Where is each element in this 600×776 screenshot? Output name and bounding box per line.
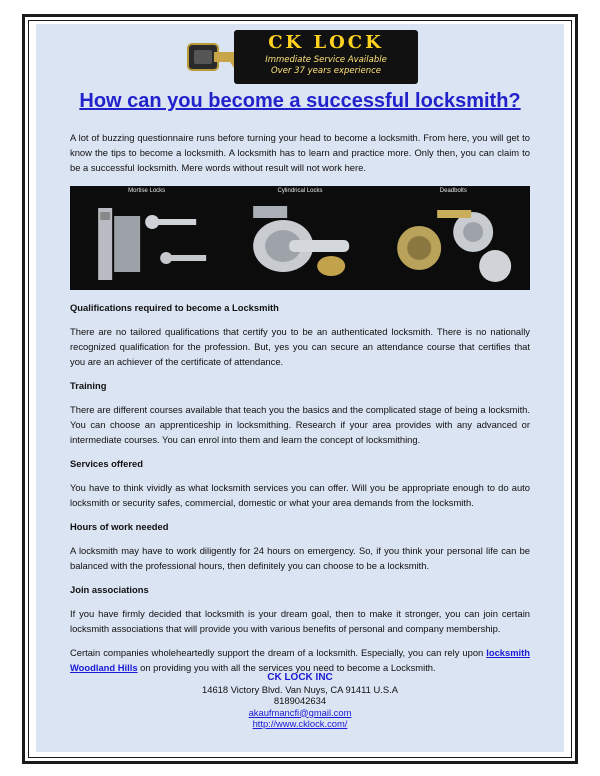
mortise-lock-image bbox=[70, 186, 223, 290]
logo-tagline-2: Over 37 years experience bbox=[270, 66, 382, 76]
locksmith-woodland-hills-link[interactable]: locksmith Woodland Hills bbox=[70, 647, 530, 673]
contact-footer bbox=[36, 672, 564, 730]
footer-email-link[interactable]: akaufmancfi@gmail.com bbox=[248, 706, 352, 718]
section-heading-hours: Hours of work needed bbox=[70, 521, 169, 532]
deadbolt-image bbox=[377, 186, 530, 290]
closing-text-before: Certain companies wholeheartedly support the dream of a locksmith. Especially, you can rely upon bbox=[70, 647, 487, 658]
section-body-associations: If you have firmly decided that locksmith is your dream goal, then to make it stronger, you can join certain locksmith associations that will provide you with various benefits of personal and company membership. bbox=[70, 608, 530, 634]
article-body bbox=[70, 130, 530, 675]
photo-label-mortise: Mortise Locks bbox=[128, 188, 166, 194]
closing-text-after: on providing you with all the services you need to become a Locksmith. bbox=[137, 662, 436, 673]
lock-types-photo bbox=[70, 186, 530, 290]
mortise-lock-panel bbox=[70, 186, 223, 290]
section-heading-qualifications: Qualifications required to become a Locksmith bbox=[70, 302, 279, 313]
logo-tagline-1: Immediate Service Available bbox=[265, 55, 387, 65]
section-heading-services: Services offered bbox=[70, 458, 143, 469]
closing-paragraph bbox=[70, 645, 530, 675]
section-body-training: There are different courses available that teach you the basics and the complicated stage of being a locksmith. You can choose an apprenticeship in locksmithing. Research if your area provides with any advanced or intermediate courses. You can enrol into them and learn the concept of locksmithing. bbox=[70, 404, 530, 445]
logo-title: CK LOCK bbox=[268, 32, 384, 53]
section-heading-training: Training bbox=[70, 380, 107, 391]
deadbolt-panel bbox=[377, 186, 530, 290]
photo-label-cylindrical: Cylindrical Locks bbox=[277, 188, 323, 194]
cylindrical-lock-panel bbox=[223, 186, 376, 290]
footer-address: 14618 Victory Blvd. Van Nuys, CA 91411 U.S.A bbox=[202, 683, 398, 695]
footer-website-link[interactable]: http://www.cklock.com/ bbox=[252, 718, 348, 729]
page-title: How can you become a successful locksmith? bbox=[79, 90, 521, 112]
intro-paragraph: A lot of buzzing questionnaire runs before turning your head to become a locksmith. From here, you will get to know the tips to become a locksmith. A locksmith has to learn and practice more. Only then, you can claim to be a successful locksmith. Mere words without result will not work here. bbox=[70, 132, 530, 173]
photo-label-deadbolts: Deadbolts bbox=[439, 188, 467, 194]
cylindrical-lock-image bbox=[223, 186, 376, 290]
section-body-services: You have to think vividly as what locksmith services you can offer. Will you be appropriate enough to do auto locksmith or security safes, commercial, domestic or what your area demands from the locksmith. bbox=[70, 482, 530, 508]
section-body-hours: A locksmith may have to work diligently for 24 hours on emergency. So, if you think your personal life can be balanced with the professional hours, then definitely you can choose to be a locksmith. bbox=[70, 545, 530, 571]
footer-company-name: CK LOCK INC bbox=[267, 672, 333, 683]
section-body-qualifications: There are no tailored qualifications that certify you to be an authenticated locksmith. There is no nationally recognized qualification for the profession. But, yes you can secure an attendance course that certifies that you are an achiever of the certificate of attendance. bbox=[70, 326, 530, 367]
footer-phone: 8189042634 bbox=[273, 695, 327, 706]
document-page bbox=[36, 24, 564, 752]
section-heading-associations: Join associations bbox=[70, 584, 149, 595]
ck-lock-logo bbox=[186, 30, 418, 88]
